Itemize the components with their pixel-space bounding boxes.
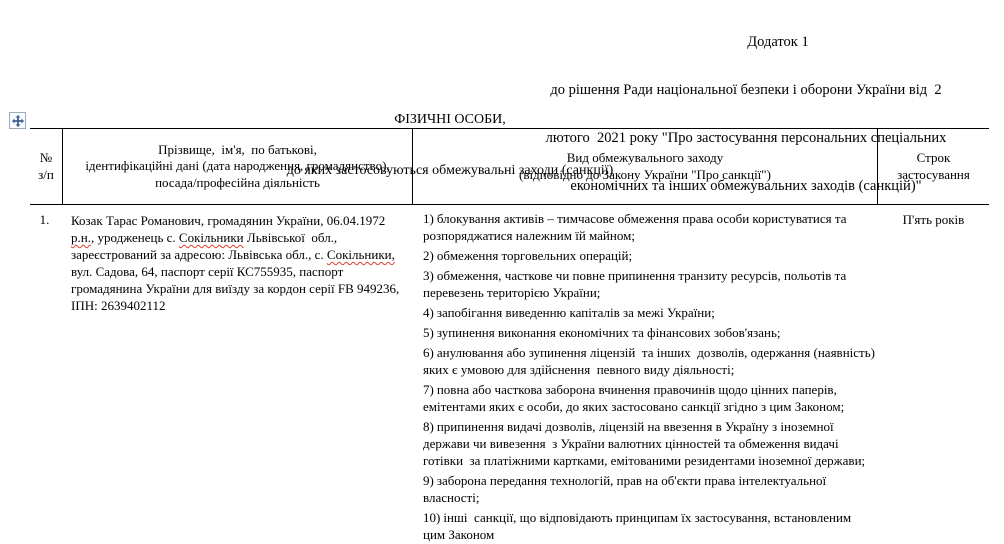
person-text: вул. Садова, 64, паспорт серії КС755935, паспорт громадянина України для виїзду за кордон серії FB 949236, ІПН: 2639402112 [71,247,403,313]
misspelled-text: р.н. [71,230,91,245]
row-number-cell: 1. [39,212,50,227]
column-header-measure: Вид обмежувального заходу (відповідно до Закону України "Про санкції") [413,129,878,204]
column-header-person: Прізвище, ім'я, по батькові, ідентифікаційні дані (дата народження, громадянство), посада/професійна діяльність [63,129,413,204]
column-header-number: № з/п [30,129,63,204]
measure-item: 10) інші санкції, що відповідають принципам їх застосування, встановленим цим Законом [423,510,855,542]
table-row [30,205,989,544]
person-details-cell [63,205,413,314]
measure-item: 5) зупинення виконання економічних та фінансових зобов'язань; [423,325,781,340]
measure-item: 1) блокування активів – тимчасове обмеження права особи користуватися та розпоряджатися належним їй майном; [423,211,850,243]
table-header-row [30,128,989,205]
duration-cell: П'ять років [902,212,965,227]
person-text: , уродженець с. [90,230,179,245]
measure-item: 8) припинення видачі дозволів, ліцензій на ввезення в Україну з іноземної держави чи вивезення з України валютних цінностей та обмеження видачі готівки за платіжними картками, емітованими резидентами іноземної держави; [423,419,866,468]
measure-item: 4) запобігання виведенню капіталів за межі України; [423,305,715,320]
document-title-line: ФІЗИЧНІ ОСОБИ, [394,112,506,127]
measure-item: 6) анулювання або зупинення ліцензій та інших дозволів, одержання (наявність) яких є умовою для здійснення певного виду діяльності; [423,345,879,377]
appendix-line: Додаток 1 [747,34,809,50]
misspelled-text: Сокільники [178,230,244,245]
misspelled-text: Сокільники, [326,247,395,262]
measure-item: 3) обмеження, часткове чи повне припинення транзиту ресурсів, польотів та перевезень територією України; [423,268,850,300]
appendix-line: економічних та інших обмежувальних заходів (санкцій)" [570,178,922,194]
appendix-line: до рішення Ради національної безпеки і оборони України від 2 [550,82,942,98]
sanctions-table [30,128,989,544]
document-subtitle-line: до яких застосовуються обмежувальні заходи (санкції) [286,163,614,178]
move-icon [12,115,24,127]
person-text: Козак Тарас Романович, громадянин України, 06.04.1972 [71,213,389,228]
column-header-duration: Строк застосування [897,150,970,182]
appendix-line: лютого 2021 року "Про застосування персональних спеціальних [545,130,947,146]
table-move-handle[interactable] [9,112,26,129]
measure-item: 2) обмеження торговельних операцій; [423,248,633,263]
measure-item: 9) заборона передання технологій, прав на об'єкти права інтелектуальної власності; [423,473,830,505]
measure-item: 7) повна або часткова заборона вчинення правочинів щодо цінних паперів, емітентами яких є особи, до яких застосовано санкції згідно з цим Законом; [423,382,845,414]
person-text: Львівської обл., зареєстрований за адресою: Львівська обл., с. [71,230,341,262]
measures-cell [413,205,878,544]
